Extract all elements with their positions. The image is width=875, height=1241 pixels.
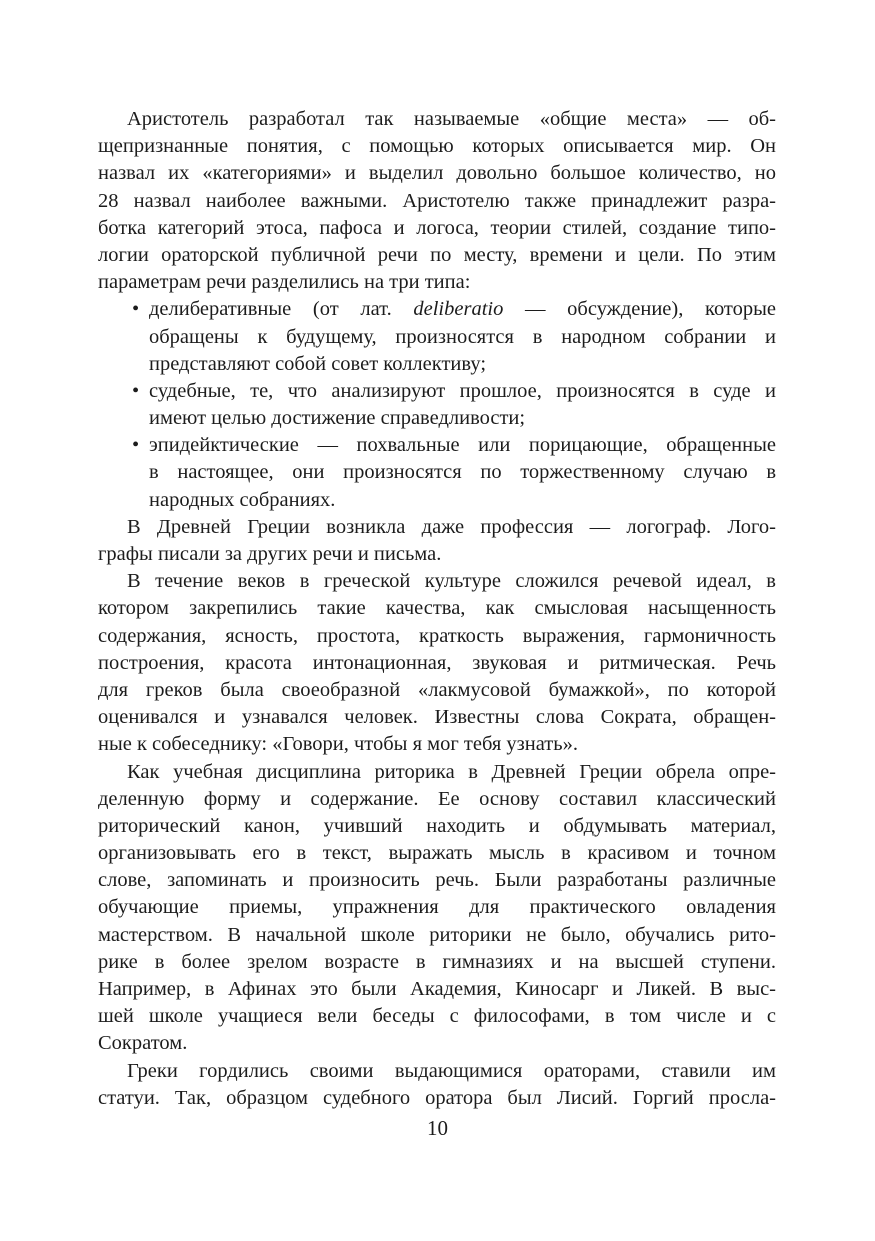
paragraph-logograph [98, 514, 776, 568]
text-line: обучающие приемы, упражнения для практического овладения [98, 896, 776, 919]
text-line: логии ораторской публичной речи по месту, времени и цели. По этим [98, 243, 776, 266]
text-line: Греки гордились своими выдающимися ораторами, ставили им [127, 1059, 776, 1082]
text-line: 28 назвал наиболее важными. Аристотелю также принадлежит разра- [98, 189, 776, 212]
list-item-text: судебные, те, что анализируют прошлое, произносятся в суде и [149, 379, 776, 402]
paragraph-aristotle [98, 106, 776, 296]
paragraph-discipline [98, 759, 776, 1058]
text-line: графы писали за других речи и письма. [98, 543, 442, 565]
bullet-icon: • [132, 379, 140, 402]
text-line: рике в более зрелом возрасте в гимназиях и на высшей ступени. [98, 950, 776, 973]
list-item [98, 296, 776, 323]
text-line: Сократом. [98, 1032, 188, 1055]
list-item-text: эпидейктические — похвальные или порицающие, обращенные [149, 434, 776, 457]
paragraph-speech-ideal [98, 568, 776, 758]
text-line: В течение веков в греческой культуре сложился речевой идеал, в [127, 570, 776, 593]
bullet-list [98, 296, 776, 514]
text-line: Например, в Афинах это были Академия, Киносарг и Ликей. В выс- [98, 978, 776, 1000]
text-line: щепризнанные понятия, с помощью которых описывается мир. Он [98, 135, 776, 158]
text-line: слове, запоминать и произносить речь. Были разработаны различные [98, 869, 776, 892]
text-line: деленную форму и содержание. Ее основу составил классический [98, 787, 776, 810]
text-line: в настоящее, они произносятся по торжественному случаю в [149, 461, 776, 484]
page-body [98, 106, 776, 1112]
text-line: ные к собеседнику: «Говори, чтобы я мог тебя узнать». [98, 733, 578, 756]
text-line: Аристотель разработал так называемые «общие места» — об- [127, 108, 776, 130]
text-line: мастерством. В начальной школе риторики не было, обучались рито- [98, 923, 776, 946]
text-line: В Древней Греции возникла даже профессия — логограф. Лого- [127, 515, 776, 538]
text-line: назвал их «категориями» и выделил довольно большое количество, но [98, 162, 776, 185]
text-line: представляют собой совет коллективу; [149, 352, 487, 375]
text-line: содержания, ясность, простота, краткость выражения, гармоничность [98, 624, 776, 647]
text-line: оценивался и узнавался человек. Известны слова Сократа, обращен- [98, 706, 776, 729]
text-line: построения, красота интонационная, звуковая и ритмическая. Речь [98, 651, 776, 674]
list-item [98, 432, 776, 459]
text-line: шей школе учащиеся вели беседы с философами, в том числе и с [98, 1005, 776, 1028]
page-number: 10 [427, 1116, 448, 1140]
text-line: обращены к будущему, произносятся в народном собрании и [149, 325, 776, 348]
bullet-icon: • [132, 434, 140, 457]
paragraph-orators [98, 1058, 776, 1112]
text-line: параметрам речи разделились на три типа: [98, 271, 471, 294]
list-item-text: — обсуждение), которые [503, 298, 776, 321]
text-line: риторический канон, учивший находить и обдумывать материал, [98, 814, 776, 837]
text-line: котором закрепились такие качества, как смысловая насыщенность [98, 597, 776, 620]
list-item-text: делиберативные (от лат. [149, 298, 414, 321]
text-line: организовывать его в текст, выражать мысль в красивом и точном [98, 842, 776, 865]
text-line: для греков была своеобразной «лакмусовой бумажкой», по которой [98, 678, 776, 701]
list-item [98, 378, 776, 405]
text-line: имеют целью достижение справедливости; [149, 407, 526, 430]
text-line: Как учебная дисциплина риторика в Древней Греции обрела опре- [127, 760, 776, 783]
text-line: народных собраниях. [149, 488, 336, 511]
latin-term: deliberatio [413, 298, 504, 321]
text-line: ботка категорий этоса, пафоса и логоса, теории стилей, создание типо- [98, 216, 776, 239]
text-line: статуи. Так, образцом судебного оратора был Лисий. Горгий просла- [98, 1086, 776, 1109]
bullet-icon: • [132, 298, 140, 321]
